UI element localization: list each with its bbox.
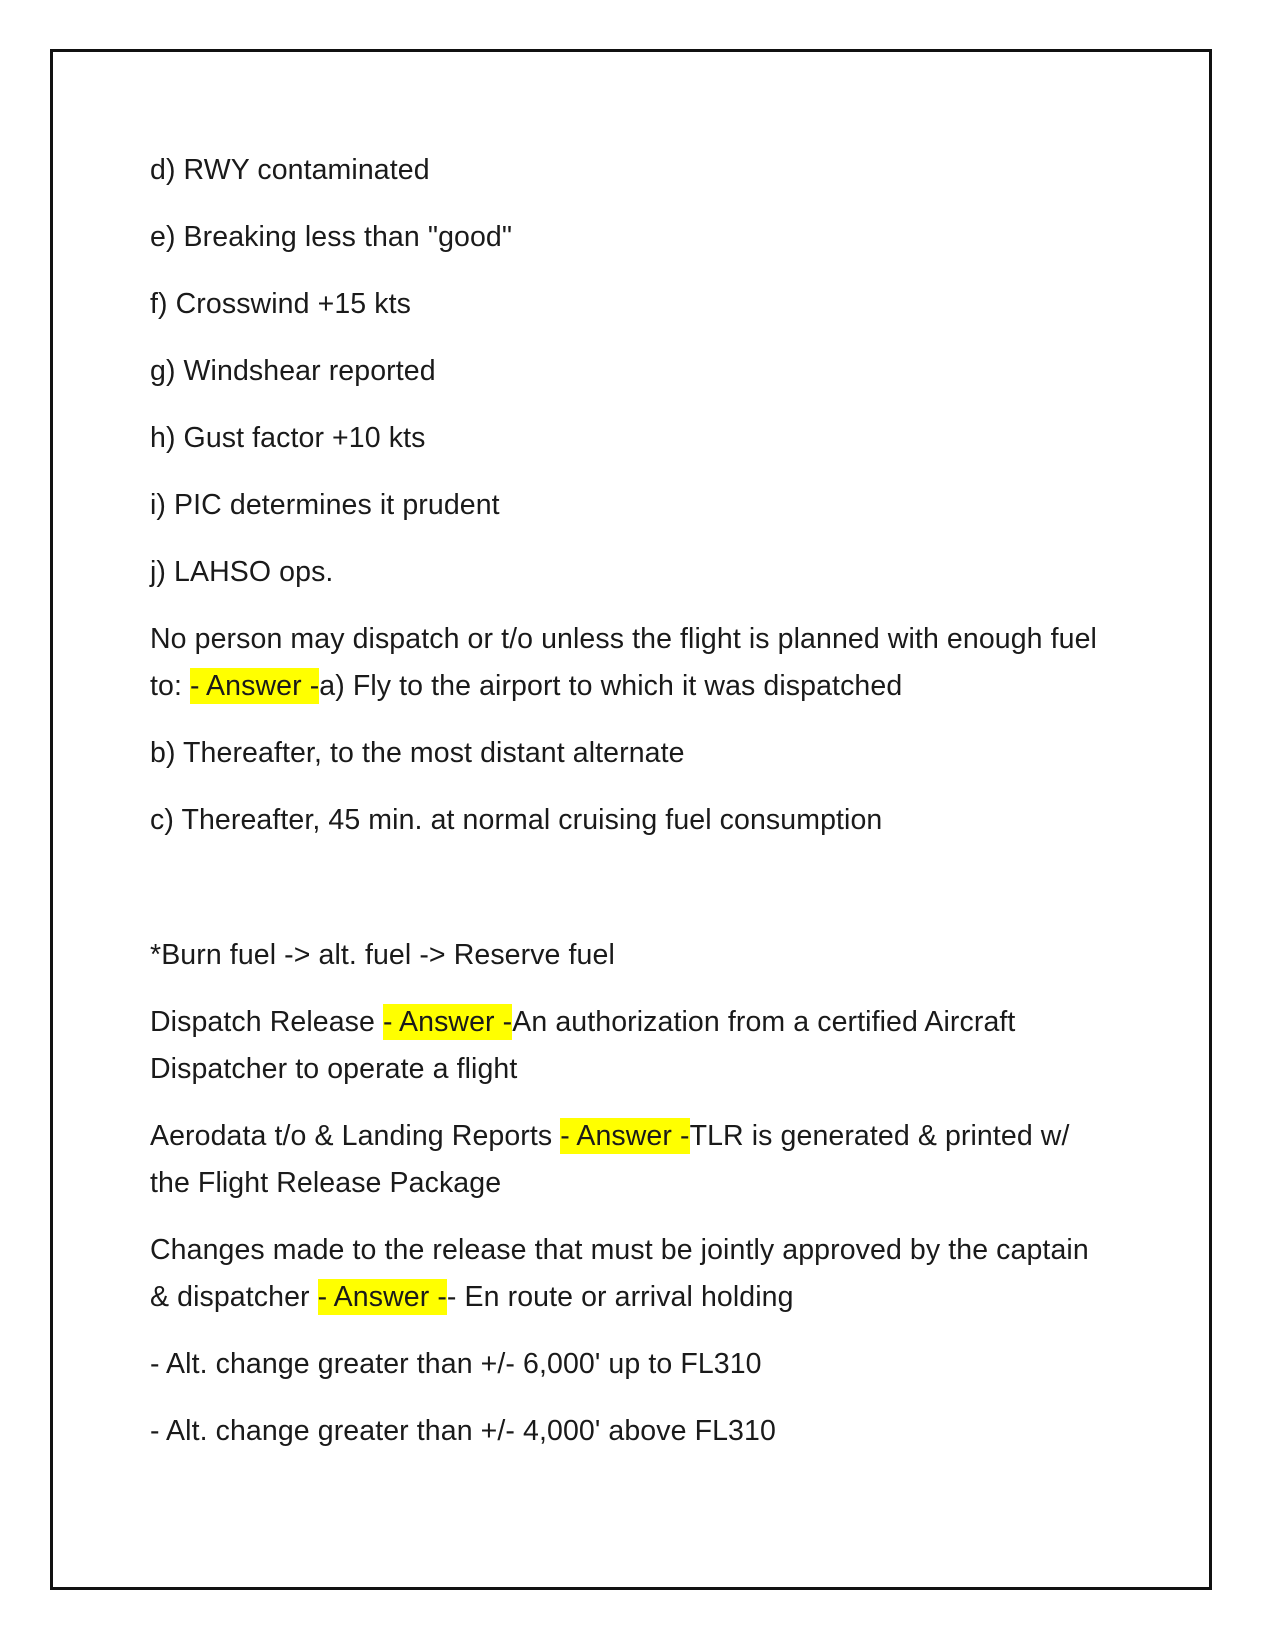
aerodata-block (150, 1113, 1110, 1207)
answer-highlight: - Answer - (560, 1120, 690, 1152)
answer-highlight: - Answer - (382, 1006, 513, 1038)
list-item-f: f) Crosswind +15 kts (150, 288, 411, 320)
changes-question: Changes made to the release that must be jointly approved by the captain & dispatcher (150, 1234, 1089, 1313)
fuel-answer-text: a) Fly to the airport to which it was dispatched (319, 670, 903, 702)
list-item-g: g) Windshear reported (150, 355, 436, 387)
answer-highlight: - Answer - (190, 670, 320, 702)
list-item-e: e) Breaking less than "good" (150, 221, 513, 253)
document-body (150, 147, 1110, 1475)
fuel-item-c: c) Thereafter, 45 min. at normal cruising fuel consumption (150, 804, 883, 836)
changes-item-altitude-above: - Alt. change greater than +/- 4,000' above FL310 (150, 1415, 776, 1447)
fuel-item-b: b) Thereafter, to the most distant alternate (150, 737, 685, 769)
list-item-h: h) Gust factor +10 kts (150, 422, 426, 454)
blank-line (150, 864, 1110, 932)
fuel-question-text: No person may dispatch or t/o unless the flight is planned with enough fuel to: (150, 623, 1097, 702)
dispatch-release-block (150, 999, 1110, 1093)
fuel-question-block (150, 616, 1110, 710)
changes-block (150, 1227, 1110, 1321)
dispatch-release-answer: An authorization from a certified Aircraft Dispatcher to operate a flight (150, 1006, 1016, 1085)
changes-answer: - En route or arrival holding (446, 1281, 794, 1313)
changes-item-altitude-below: - Alt. change greater than +/- 6,000' up to FL310 (150, 1348, 762, 1380)
list-item-i: i) PIC determines it prudent (150, 489, 500, 521)
answer-highlight: - Answer - (317, 1281, 447, 1313)
dispatch-release-question: Dispatch Release (150, 1006, 383, 1038)
fuel-note: *Burn fuel -> alt. fuel -> Reserve fuel (150, 939, 615, 971)
aerodata-question: Aerodata t/o & Landing Reports (150, 1120, 561, 1152)
list-item-j: j) LAHSO ops. (150, 556, 334, 588)
list-item-d: d) RWY contaminated (150, 154, 430, 186)
aerodata-answer: TLR is generated & printed w/ the Flight Release Package (150, 1120, 1070, 1199)
